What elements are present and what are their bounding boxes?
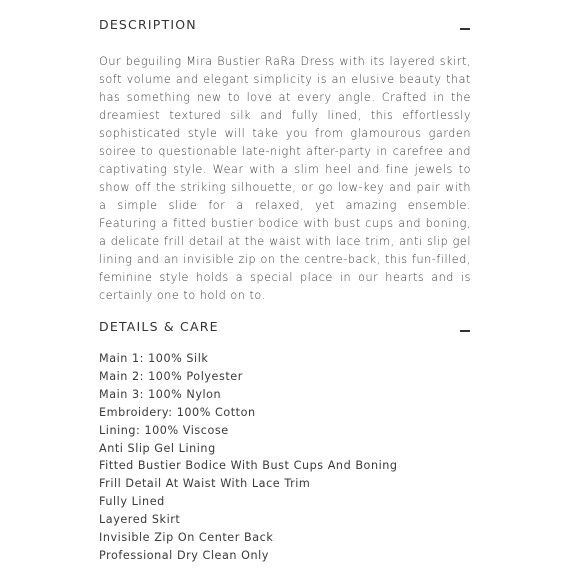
minus-icon[interactable]: [460, 330, 470, 332]
list-item: Frill Detail At Waist With Lace Trim: [99, 477, 311, 491]
list-item: Fitted Bustier Bodice With Bust Cups And Boning: [99, 459, 398, 473]
list-item: Main 2: 100% Polyester: [99, 369, 243, 383]
details-care-header[interactable]: [99, 317, 471, 337]
description-text: Our beguiling Mira Bustier RaRa Dress with its layered skirt, soft volume and elegant simplicity is an elusive beauty that has something new to love at every angle. Crafted in the dreamiest textured silk and fully lined, this effortlessly sophisticated style will take you from glamourous garden soiree to questionable late-night after-party in carefree and captivating style. Wear with a slim heel and fine jewels to show off the striking silhouette, or go low-key and pair with a simple slide for a relaxed, yet amazing ensemble. Featuring a fitted bustier bodice with bust cups and boning, a delicate frill detail at the waist with lace trim, anti slip gel lining and an invisible zip on the centre-back, this fun-filled, feminine style holds a special place in our hearts and is certainly one to hold on to.: [99, 55, 471, 302]
description-title: DESCRIPTION: [99, 17, 197, 32]
details-list: [99, 350, 471, 565]
list-item: Fully Lined: [99, 495, 165, 509]
description-section: [99, 15, 471, 305]
list-item: Main 3: 100% Nylon: [99, 387, 222, 401]
list-item: Layered Skirt: [99, 513, 181, 527]
list-item: Invisible Zip On Center Back: [99, 531, 274, 545]
list-item: Embroidery: 100% Cotton: [99, 405, 256, 419]
description-header[interactable]: [99, 15, 471, 35]
list-item: Lining: 100% Viscose: [99, 423, 229, 437]
list-item: Main 1: 100% Silk: [99, 352, 209, 365]
list-item: Anti Slip Gel Lining: [99, 441, 216, 455]
details-care-title: DETAILS & CARE: [99, 319, 219, 334]
list-item: Professional Dry Clean Only: [99, 548, 269, 562]
minus-icon[interactable]: [460, 28, 470, 30]
details-care-section: [99, 317, 471, 565]
